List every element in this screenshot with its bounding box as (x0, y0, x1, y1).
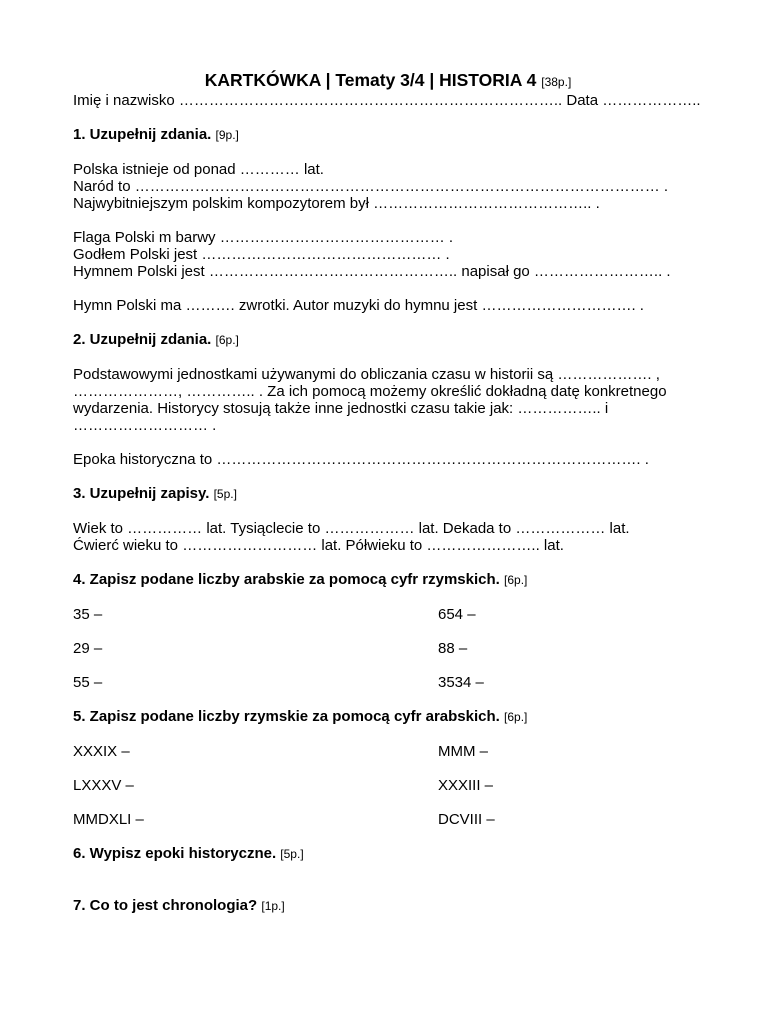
s1-line-4: Flaga Polski m barwy ……………………………………… . (73, 229, 454, 246)
total-points: [38p.] (541, 75, 572, 89)
name-date-line: Imię i nazwisko ………………………………………………………………….. Data ……………….. (73, 92, 701, 109)
s5-row: XXXIX – MMM – (73, 743, 488, 760)
s2-paragraph: Podstawowymi jednostkami używanymi do obliczania czasu w historii są ………………. , …………………, ………….. . Za ich pomocą możemy określić dokładną datę konkretnego wydarzenia. Historycy stosują także inne jednostki czasu takie jak: …………….. i ……………………… . (73, 366, 667, 434)
s5-row: MMDXLI – DCVIII – (73, 811, 495, 828)
s4-row: 35 – 654 – (73, 606, 476, 623)
worksheet (73, 70, 703, 915)
section-7-heading: 7. Co to jest chronologia? [1p.] (73, 897, 285, 914)
s1-line-1: Polska istnieje od ponad ………… lat. (73, 161, 324, 178)
s1-line-3: Najwybitniejszym polskim kompozytorem był …………………………………….. . (73, 195, 600, 212)
s1-line-7: Hymn Polski ma ………. zwrotki. Autor muzyki do hymnu jest …………………………. . (73, 297, 644, 314)
section-1-heading: 1. Uzupełnij zdania. [9p.] (73, 126, 239, 143)
s1-line-6: Hymnem Polski jest ………………………………………….. napisał go …………………….. . (73, 263, 671, 280)
s4-row: 29 – 88 – (73, 640, 468, 657)
section-2-heading: 2. Uzupełnij zdania. [6p.] (73, 331, 239, 348)
s1-line-2: Naród to …………………………………………………………………………………………… . (73, 178, 669, 195)
s3-line-1: Wiek to …………… lat. Tysiąclecie to ……………… lat. Dekada to ……………… lat. (73, 520, 630, 537)
s2-line: Epoka historyczna to …………………………………………………………………………. . (73, 451, 649, 468)
section-6-heading: 6. Wypisz epoki historyczne. [5p.] (73, 845, 304, 862)
section-3-heading: 3. Uzupełnij zapisy. [5p.] (73, 485, 237, 502)
s4-row: 55 – 3534 – (73, 674, 484, 691)
page-title: KARTKÓWKA | Tematy 3/4 | HISTORIA 4 [38p.] (204, 70, 572, 90)
section-5-heading: 5. Zapisz podane liczby rzymskie za pomocą cyfr arabskich. [6p.] (73, 708, 528, 725)
section-4-heading: 4. Zapisz podane liczby arabskie za pomocą cyfr rzymskich. [6p.] (73, 571, 528, 588)
s1-line-5: Godłem Polski jest ………………………………………… . (73, 246, 450, 263)
s5-row: LXXXV – XXXIII – (73, 777, 494, 794)
s3-line-2: Ćwierć wieku to ……………………… lat. Półwieku to ………………….. lat. (73, 537, 564, 554)
